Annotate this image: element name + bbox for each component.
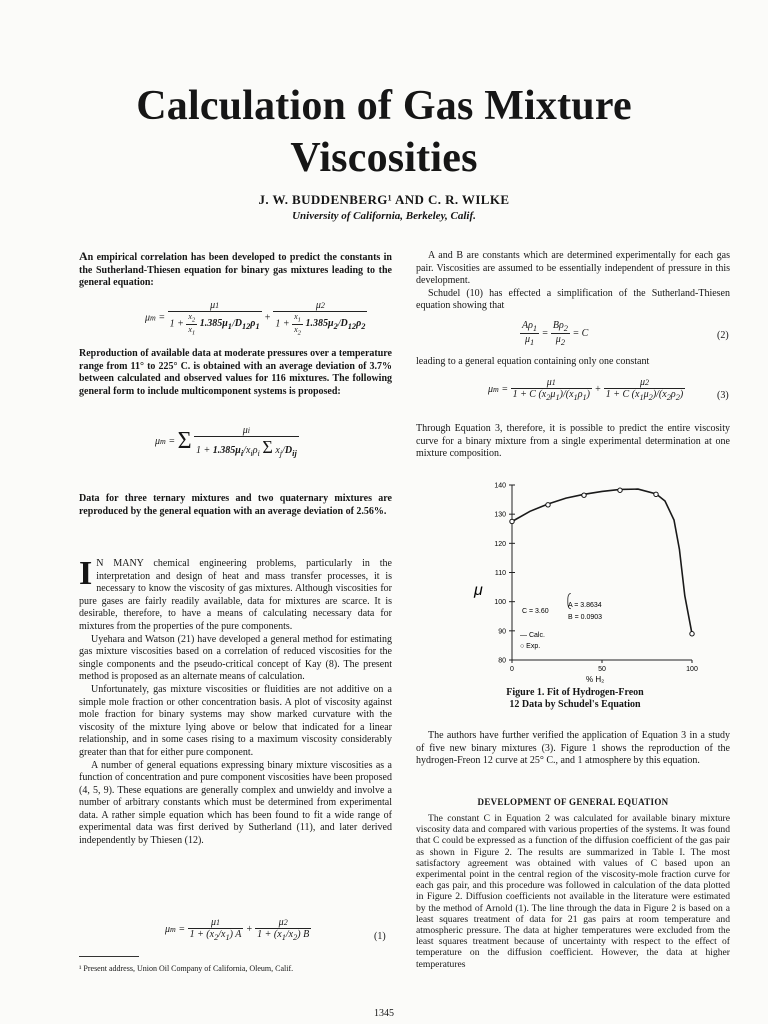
paper-title: Calculation of Gas Mixture Viscosities: [136, 83, 632, 181]
data-point-exp: [582, 493, 586, 497]
abstract-p2: Reproduction of available data at moderate pressures over a temperature range from 11° to 225° C. is obtained with an average deviation of 3.7% between calculated and observed values for 116 mixtures. The following general form to include multicomponent systems is proposed:: [79, 348, 392, 397]
body-right-p6: The constant C in Equation 2 was calculated for available binary mixture viscosity data and compared with various properties of the systems. It was found that C could be expressed as a function of the diffusion coefficient of the gas pair as shown in Figure 2. The results are summarized in Table I. The most satisfactory agreement was obtained with values of C based upon an experimental point in the central region of the viscosity-mole fraction curve for each gas pair, and this procedure was followed in calculation of the data plotted in Figure 2. Diffusion coefficients not available in the literature were estimated by the method of Arnold (1). The line through the data in Figure 2 is based on a least squares treatment of data for 21 gas pairs at room temperature and atmospheric pressure. The data at higher temperatures were excluded from the least squares treatment because of uncertainty with respect to the effect of temperature on the diffusion coefficient. However, the data at higher temperatures: [416, 813, 730, 970]
footnote: ¹ Present address, Union Oil Company of California, Oleum, Calif.: [79, 964, 294, 973]
legend-exp: ○ Exp.: [520, 643, 541, 650]
data-point-exp: [546, 503, 550, 507]
affiliation: University of California, Berkeley, Calif.: [292, 210, 476, 222]
equation-multicomponent: μm = Σ $\frac{\mu i}{1 + 1.385\mu_i/x_i\rho_i \Sigma x_j/D_{ij}}$: [155, 425, 297, 458]
y-tick-label: 130: [494, 511, 506, 519]
y-tick-label: 90: [498, 628, 506, 636]
figure-1-caption: Figure 1. Fit of Hydrogen-Freon 12 Data by Schudel's Equation: [506, 687, 644, 710]
data-point-exp: [690, 632, 694, 636]
equation-number-2: (2): [717, 330, 729, 341]
footnote-rule: [79, 956, 139, 957]
authors: J. W. BUDDENBERG¹ AND C. R. WILKE: [258, 192, 510, 207]
equation-sutherland: μm = $\frac{\mu 1}{1 + (x_2/x_1) A}$ + $\frac{\mu 2}{1 + (x_1/x_2) B}$: [165, 917, 310, 942]
y-tick-label: 100: [494, 599, 506, 607]
body-right-p3: leading to a general equation containing only one constant: [416, 356, 650, 367]
body-right-p4: Through Equation 3, therefore, it is possible to predict the entire viscosity curve for a binary mixture from a single experimental determination at one mixture composition.: [416, 423, 730, 460]
y-axis-label: μ: [474, 582, 483, 599]
x-axis-label: % H₂: [586, 675, 605, 684]
figure-1-chart: [460, 470, 720, 685]
legend-calc: — Calc.: [520, 632, 545, 639]
data-point-exp: [618, 488, 622, 492]
abstract-p1: An empirical correlation has been developed to predict the constants in the Sutherland-Thiesen equation for binary gas mixtures leading to the general equation:: [79, 249, 392, 289]
x-tick-label: 100: [686, 666, 698, 673]
equation-schudel: $\frac{A\rho_1}{\mu_1}$ = $\frac{B\rho_2}{\mu_2}$ = C: [522, 320, 589, 347]
equation-number-1: (1): [374, 931, 386, 942]
section-heading: DEVELOPMENT OF GENERAL EQUATION: [477, 797, 669, 807]
y-tick-label: 110: [494, 570, 506, 577]
x-tick-label: 0: [510, 666, 514, 673]
equation-one-constant: μm = $\frac{\mu 1}{1 + C (x_2\mu_1)/(x_1\rho_1)}$ + $\frac{\mu 2}{1 + C (x_1\mu_2)/(x_2\rho_2)}$: [488, 377, 684, 402]
equation-binary: μm = μ1 1 + $\frac{x_2}{x_1}$ $1.385\mu_1/D_{12}\rho_1$ + μ2 1 + $\frac{x_1}{x_2}$ $1.385\mu_2/D_{12}\rho_2$: [145, 300, 366, 337]
y-tick-label: 80: [498, 657, 506, 665]
data-point-exp: [654, 492, 658, 496]
data-point-exp: [510, 519, 514, 523]
annotation-c-value: C = 3.60: [522, 608, 549, 615]
drop-cap: I: [79, 555, 93, 592]
annotation-a-value: A = 3.8634: [568, 602, 602, 609]
equation-number-3: (3): [717, 390, 729, 401]
annotation-b-value: B = 0.0903: [568, 614, 603, 621]
body-left: I N MANY chemical engineering problems, particularly in the interpretation and design of heat and mass transfer processes, it is necessary to know the viscosity of gas mixtures. Although viscosities for pure gases are fairly readily available, data for mixtures are scarce. It is desirable, therefore, to have a means of calculating necessary data for mixtures from the properties of the pure components. Uyehara and Watson (21) have developed a general method for estimating gas mixture viscosities based on a correlation of reduced viscosities for the single components and the pseudo-critical concept of Kay (8). The present method is proposed as an alternate means of calculation. Unfortunately, gas mixture viscosities or fluidities are not additive on a simple mole fraction or other concentration basis. A plot of viscosity against mole fraction for binary systems may show marked curvature with the viscosity of the mixture lying above or below that indicated for a linear relationship, and in some cases rising to a maximum viscosity considerably greater than that for either pure component. A number of general equations expressing binary mixture viscosities as a function of concentration and pure component viscosities have been proposed (4, 5, 9). These equations are generally complex and unwieldy and involve a number of arbitrary constants which must be determined from experimental data. A rather simple equation which has been found to fit a wide range of experimental data was first derived by Sutherland (11), and later derived independently by Thiesen (12).: [79, 555, 392, 847]
y-tick-label: 120: [494, 540, 506, 548]
abstract-p3: Data for three ternary mixtures and two quaternary mixtures are reproduced by the general equation with an average deviation of 2.56%.: [79, 493, 392, 517]
body-right-top: A and B are constants which are determined experimentally for each gas pair. Viscosities are assumed to be essentially independent of pressure in this development. Schudel (10) has effected a simplification of the Sutherland-Thiesen equation showing that: [416, 250, 730, 312]
page-number: 1345: [374, 1008, 394, 1019]
y-tick-label: 140: [494, 482, 506, 490]
x-tick-label: 50: [598, 666, 606, 673]
body-right-p5: The authors have further verified the application of Equation 3 in a study of five new binary mixtures (3). Figure 1 shows the reproduction of the hydrogen-Freon 12 curve at 25° C., and 1 atmosphere by this equation.: [416, 730, 730, 767]
